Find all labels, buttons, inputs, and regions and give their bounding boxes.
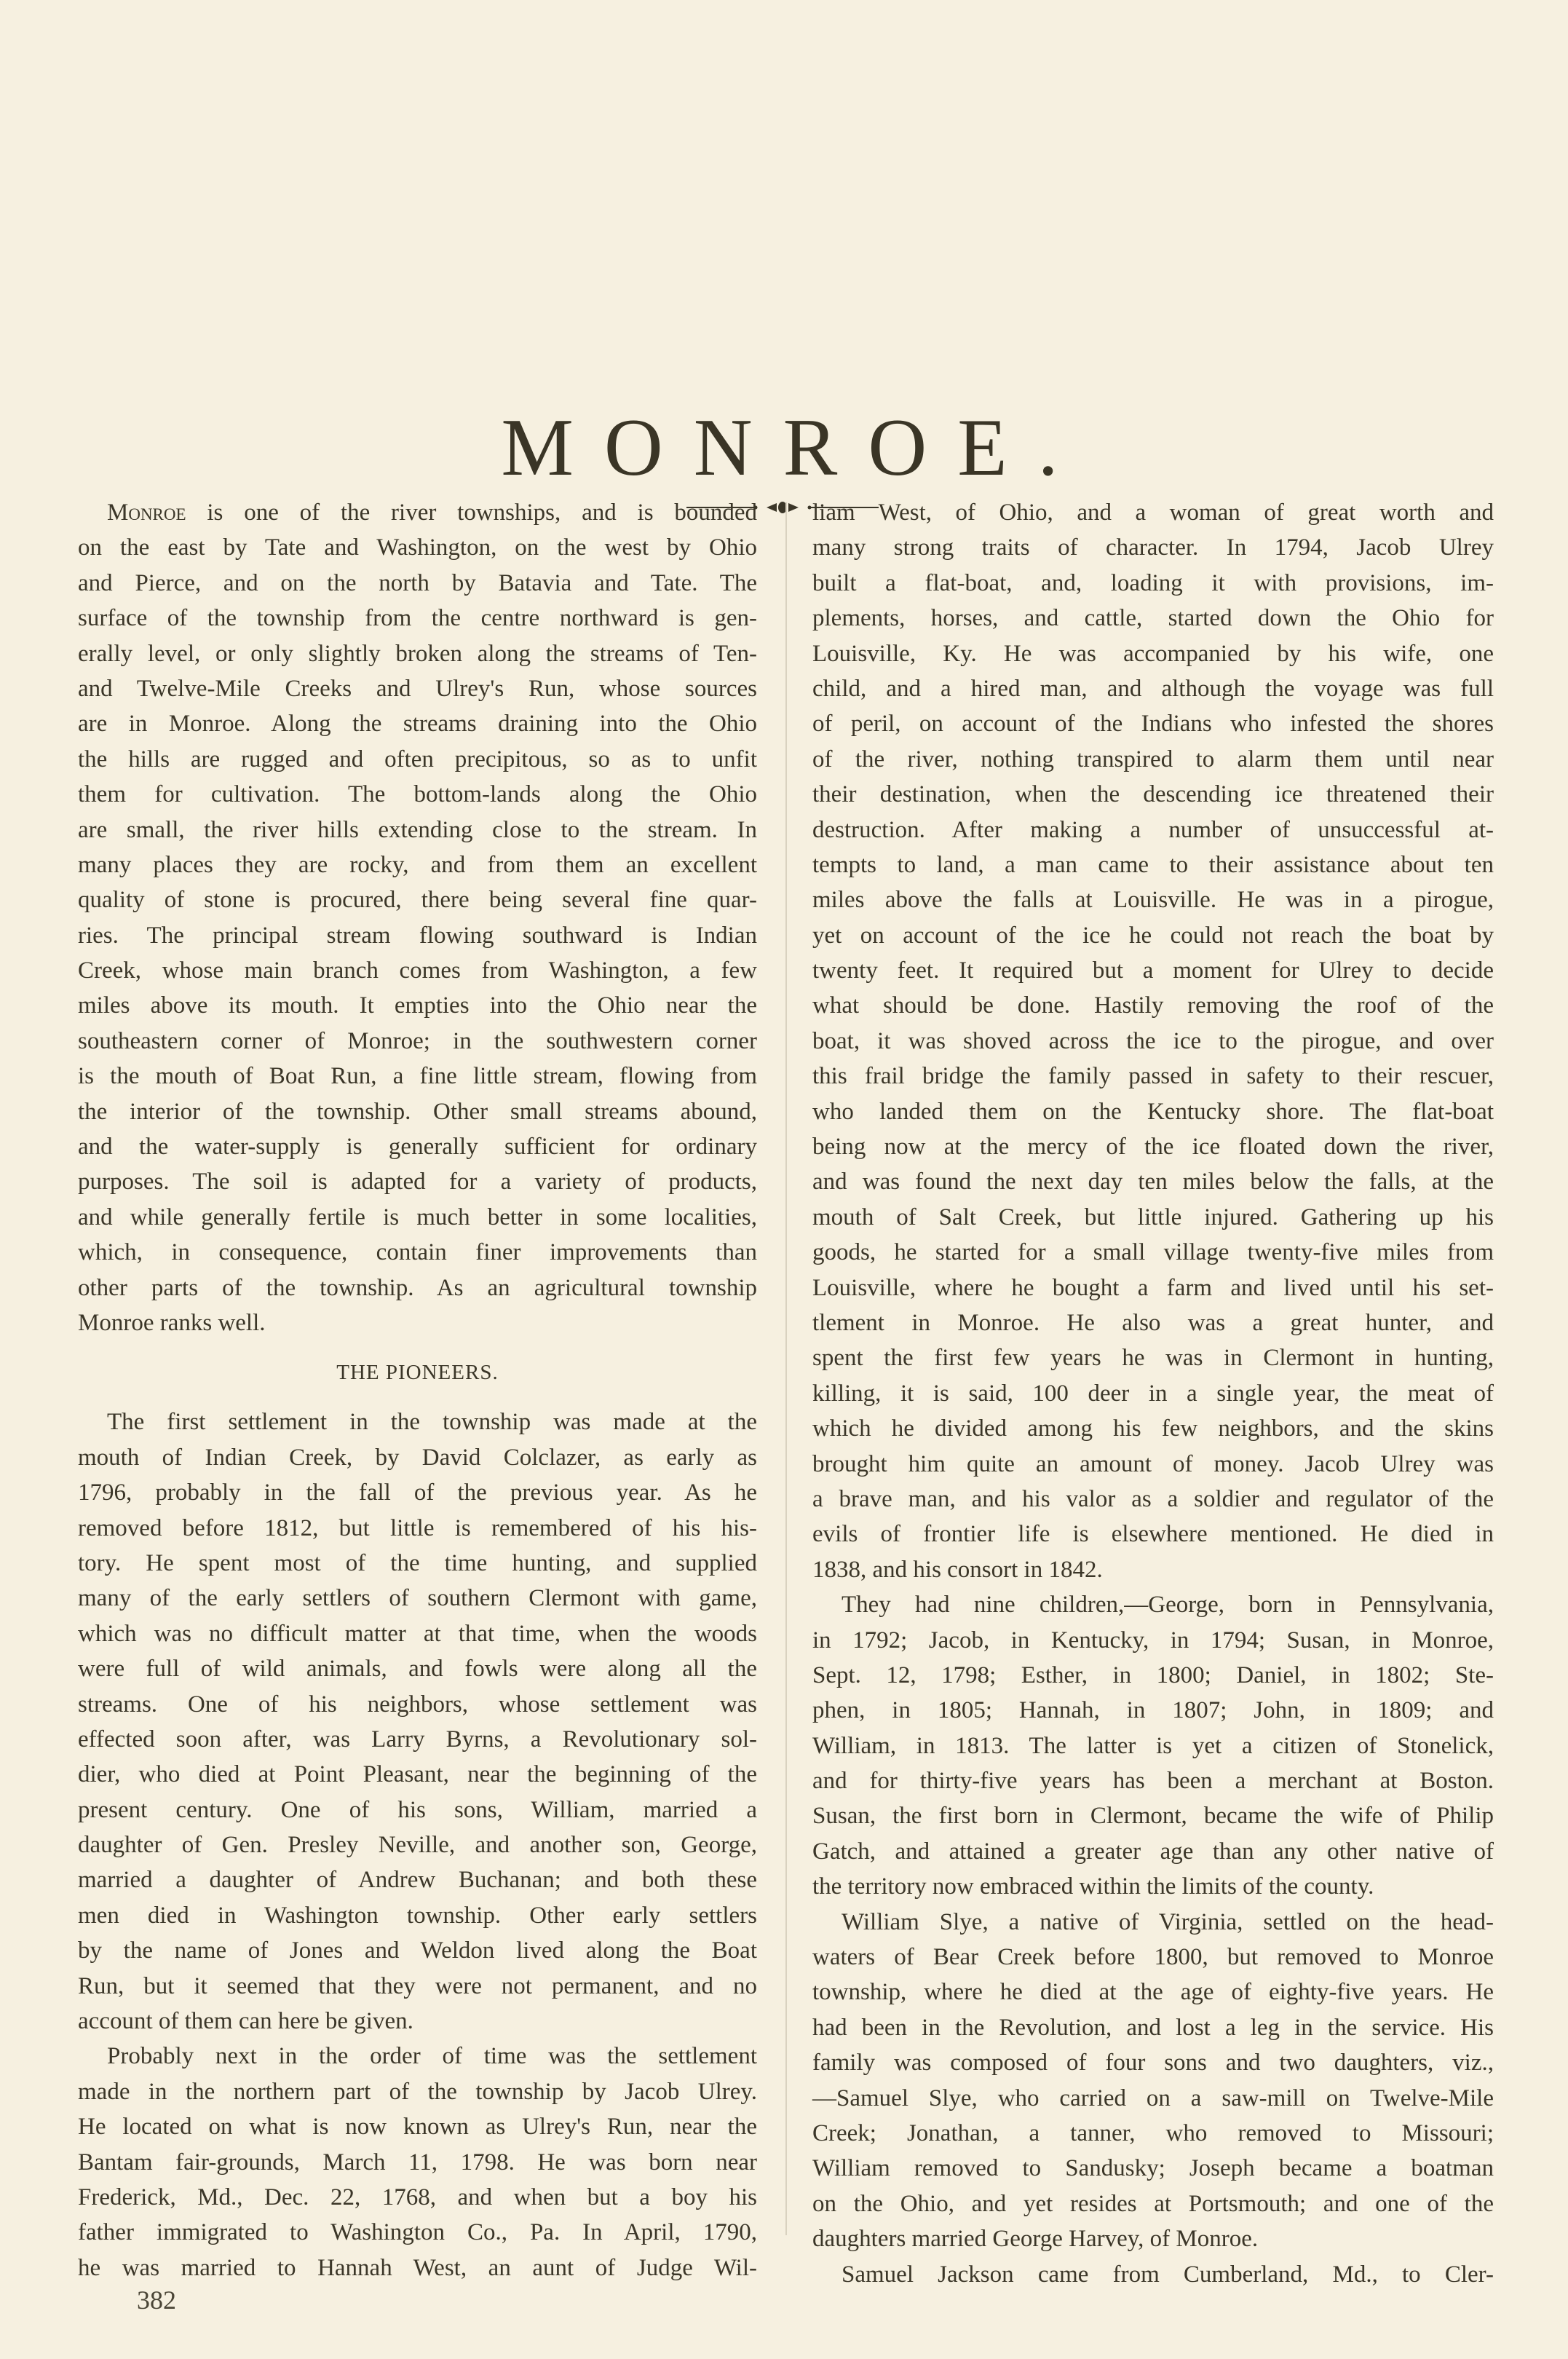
line-text: is the mouth of Boat Run, a fine little stream, flowing from: [78, 1063, 757, 1090]
line-text: are in Monroe. Along the streams draining into the Ohio: [78, 711, 757, 738]
text-line: [78, 777, 757, 812]
line-text: township, where he died at the age of eighty-five years. He: [812, 1979, 1494, 2006]
text-line: [78, 2004, 757, 2039]
text-line: [812, 601, 1494, 636]
line-text: tory. He spent most of the time hunting, and supplied: [78, 1549, 757, 1576]
line-text: many places they are rocky, and from them an excellent: [78, 851, 757, 878]
text-line: [78, 2145, 757, 2180]
line-text: this frail bridge the family passed in safety to their rescuer,: [812, 1063, 1494, 1090]
line-text: brought him quite an amount of money. Jacob Ulrey was: [812, 1450, 1494, 1477]
text-line: [812, 1728, 1494, 1763]
text-line: [812, 706, 1494, 741]
text-line: [812, 2186, 1494, 2221]
text-line: [812, 1587, 1494, 1622]
line-text: the territory now embraced within the limits of the county.: [812, 1873, 1374, 1900]
text-line: [78, 2180, 757, 2215]
paragraph: [812, 495, 1494, 1587]
column-divider: [785, 502, 787, 2235]
text-line: [812, 1552, 1494, 1587]
text-line: [78, 2039, 757, 2074]
text-line: [78, 2251, 757, 2285]
text-line: [812, 1798, 1494, 1833]
line-text: their destination, when the descending ice threatened their: [812, 781, 1494, 808]
text-line: [812, 2010, 1494, 2045]
line-text: streams. One of his neighbors, whose settlement was: [78, 1691, 757, 1718]
text-line: [812, 1340, 1494, 1375]
line-text: Samuel Jackson came from Cumberland, Md., to Cler-: [842, 2261, 1494, 2288]
line-text: Louisville, Ky. He was accompanied by his wife, one: [812, 640, 1494, 667]
text-line: [812, 1094, 1494, 1129]
text-line: [78, 1440, 757, 1475]
line-text: family was composed of four sons and two daughters, viz.,: [812, 2050, 1494, 2077]
text-line: [78, 1200, 757, 1235]
text-line: [812, 2221, 1494, 2256]
line-text: and the water-supply is generally sufficient for ordinary: [78, 1134, 757, 1161]
text-line: [78, 495, 757, 530]
text-line: [78, 2109, 757, 2144]
line-text: ries. The principal stream flowing southward is Indian: [78, 922, 757, 949]
line-text: miles above its mouth. It empties into the Ohio near the: [78, 992, 757, 1019]
line-text: father immigrated to Washington Co., Pa. In April, 1790,: [78, 2219, 757, 2246]
text-line: [812, 1869, 1494, 1904]
line-text: yet on account of the ice he could not reach the boat by: [812, 922, 1494, 949]
text-line: [812, 2045, 1494, 2080]
text-line: [78, 671, 757, 706]
text-line: [78, 847, 757, 882]
text-line: [78, 1827, 757, 1862]
line-text: daughter of Gen. Presley Neville, and another son, George,: [78, 1832, 757, 1859]
text-line: [78, 1546, 757, 1581]
text-line: [78, 530, 757, 565]
text-line: [812, 1235, 1494, 1270]
line-text: daughters married George Harvey, of Monroe.: [812, 2226, 1259, 2253]
text-line: [78, 1404, 757, 1439]
text-line: [812, 1658, 1494, 1693]
paragraph: [78, 2039, 757, 2285]
line-text: plements, horses, and cattle, started down the Ohio for: [812, 605, 1494, 632]
line-text: goods, he started for a small village twenty-five miles from: [812, 1239, 1494, 1266]
text-line: [812, 1693, 1494, 1728]
line-text: present century. One of his sons, William, married a: [78, 1796, 757, 1823]
line-text: Frederick, Md., Dec. 22, 1768, and when but a boy his: [78, 2184, 757, 2210]
line-text: made in the northern part of the township by Jacob Ulrey.: [78, 2078, 757, 2105]
text-line: [78, 1969, 757, 2004]
text-line: [812, 1482, 1494, 1517]
line-text: He located on what is now known as Ulrey's Run, near the: [78, 2114, 757, 2141]
paragraph: [78, 1404, 757, 2039]
text-line: [812, 1376, 1494, 1411]
text-line: [78, 1511, 757, 1546]
paragraph: [812, 1587, 1494, 1905]
text-line: [812, 1763, 1494, 1798]
text-line: [78, 1862, 757, 1897]
text-line: [78, 2215, 757, 2250]
text-line: [812, 1905, 1494, 1940]
text-line: [812, 1164, 1494, 1199]
text-line: [78, 882, 757, 917]
paragraph: [78, 495, 757, 1340]
text-line: [78, 1164, 757, 1199]
text-line: [78, 706, 757, 741]
line-text: Creek, whose main branch comes from Washington, a few: [78, 957, 757, 984]
text-line: [812, 988, 1494, 1023]
line-text: quality of stone is procured, there being several fine quar-: [78, 887, 757, 914]
line-text: of peril, on account of the Indians who infested the shores: [812, 711, 1494, 738]
text-line: [812, 1447, 1494, 1482]
right-column: [812, 495, 1494, 2292]
text-line: [78, 1094, 757, 1129]
line-text: killing, it is said, 100 deer in a single year, the meat of: [812, 1380, 1494, 1407]
line-text: men died in Washington township. Other early settlers: [78, 1902, 757, 1929]
line-text: 1796, probably in the fall of the previous year. As he: [78, 1479, 757, 1506]
text-line: [812, 1940, 1494, 1975]
text-line: [812, 742, 1494, 777]
text-line: [812, 1200, 1494, 1235]
page-title: MONROE.: [501, 403, 1089, 494]
text-line: [78, 953, 757, 988]
line-text: boat, it was shoved across the ice to the pirogue, and over: [812, 1027, 1494, 1054]
text-line: [812, 566, 1494, 601]
line-text: child, and a hired man, and although the voyage was full: [812, 675, 1494, 702]
text-line: [812, 847, 1494, 882]
text-line: [78, 1933, 757, 1968]
line-text: them for cultivation. The bottom-lands along the Ohio: [78, 781, 757, 808]
text-line: [812, 2116, 1494, 2151]
paragraph: [812, 2257, 1494, 2292]
text-line: [812, 530, 1494, 565]
text-line: [812, 495, 1494, 530]
line-text: They had nine children,—George, born in Pennsylvania,: [842, 1592, 1494, 1619]
line-text: is one of the river townships, and is bounded: [186, 499, 757, 526]
text-line: [78, 1722, 757, 1757]
text-line: [812, 2257, 1494, 2292]
line-text: being now at the mercy of the ice floated down the river,: [812, 1134, 1494, 1161]
line-text: Creek; Jonathan, a tanner, who removed to Missouri;: [812, 2119, 1494, 2146]
line-text: which, in consequence, contain finer improvements than: [78, 1239, 757, 1266]
text-line: [78, 1757, 757, 1792]
line-text: on the Ohio, and yet resides at Portsmouth; and one of the: [812, 2190, 1494, 2217]
line-text: dier, who died at Point Pleasant, near the beginning of the: [78, 1761, 757, 1788]
text-line: [812, 918, 1494, 953]
line-text: which he divided among his few neighbors, and the skins: [812, 1415, 1494, 1442]
text-line: [78, 1475, 757, 1510]
line-text: William Slye, a native of Virginia, settled on the head-: [842, 1908, 1494, 1935]
text-line: [78, 1616, 757, 1651]
text-line: [78, 1059, 757, 1094]
text-line: [78, 742, 757, 777]
line-text: 1838, and his consort in 1842.: [812, 1556, 1103, 1583]
paragraph: [812, 1905, 1494, 2257]
text-line: [812, 1834, 1494, 1869]
text-line: [812, 636, 1494, 671]
line-text: were full of wild animals, and fowls were along all the: [78, 1656, 757, 1683]
text-line: [78, 918, 757, 953]
section-heading: THE PIONEERS.: [336, 1361, 499, 1385]
text-line: [78, 813, 757, 847]
line-text: he was married to Hannah West, an aunt of Judge Wil-: [78, 2254, 757, 2281]
line-text: other parts of the township. As an agricultural township: [78, 1274, 757, 1301]
text-line: [812, 1623, 1494, 1658]
line-text: and was found the next day ten miles below the falls, at the: [812, 1169, 1494, 1196]
line-text: account of them can here be given.: [78, 2008, 413, 2035]
text-line: [812, 1129, 1494, 1164]
left-column: [78, 495, 757, 2285]
line-text: and Twelve-Mile Creeks and Ulrey's Run, whose sources: [78, 675, 757, 702]
line-text: mouth of Salt Creek, but little injured. Gathering up his: [812, 1204, 1494, 1230]
line-text: are small, the river hills extending close to the stream. In: [78, 816, 757, 843]
line-text: many strong traits of character. In 1794, Jacob Ulrey: [812, 534, 1494, 561]
line-text: many of the early settlers of southern Clermont with game,: [78, 1585, 757, 1612]
text-line: [78, 566, 757, 601]
text-line: [78, 1581, 757, 1616]
line-text: twenty feet. It required but a moment for Ulrey to decide: [812, 957, 1494, 984]
line-text: and Pierce, and on the north by Batavia and Tate. The: [78, 569, 757, 596]
page-number: 382: [137, 2285, 176, 2315]
line-text: liam West, of Ohio, and a woman of great worth and: [812, 499, 1494, 526]
text-line: [812, 671, 1494, 706]
text-line: [78, 1305, 757, 1340]
text-line: [812, 813, 1494, 847]
line-text: removed before 1812, but little is remembered of his his-: [78, 1514, 757, 1541]
line-text: mouth of Indian Creek, by David Colclazer, as early as: [78, 1444, 757, 1471]
line-text: Susan, the first born in Clermont, became the wife of Philip: [812, 1803, 1494, 1830]
text-line: [78, 1271, 757, 1305]
text-line: [78, 601, 757, 636]
line-text: purposes. The soil is adapted for a variety of products,: [78, 1169, 757, 1196]
line-text: tempts to land, a man came to their assistance about ten: [812, 851, 1494, 878]
text-line: [812, 1517, 1494, 1552]
line-text: destruction. After making a number of unsuccessful at-: [812, 816, 1494, 843]
line-text: spent the first few years he was in Clermont in hunting,: [812, 1345, 1494, 1372]
line-text: southeastern corner of Monroe; in the southwestern corner: [78, 1027, 757, 1054]
line-text: Sept. 12, 1798; Esther, in 1800; Daniel, in 1802; Ste-: [812, 1661, 1494, 1688]
line-text: Monroe ranks well.: [78, 1309, 266, 1336]
line-text: Bantam fair-grounds, March 11, 1798. He was born near: [78, 2149, 757, 2176]
line-text: waters of Bear Creek before 1800, but removed to Monroe: [812, 1944, 1494, 1971]
line-text: Probably next in the order of time was the settlement: [107, 2043, 757, 2070]
text-line: [78, 636, 757, 671]
text-line: [812, 1271, 1494, 1305]
line-text: William, in 1813. The latter is yet a citizen of Stonelick,: [812, 1732, 1494, 1759]
text-line: [78, 1898, 757, 1933]
text-line: [812, 2081, 1494, 2116]
lead-word: Monroe: [107, 499, 186, 526]
line-text: and for thirty-five years has been a merchant at Boston.: [812, 1768, 1494, 1795]
text-line: [78, 1793, 757, 1827]
text-line: [812, 1305, 1494, 1340]
text-line: [78, 2074, 757, 2109]
line-text: The first settlement in the township was made at the: [107, 1409, 757, 1436]
text-line: [812, 777, 1494, 812]
line-text: Run, but it seemed that they were not permanent, and no: [78, 1972, 757, 1999]
line-text: of the river, nothing transpired to alarm them until near: [812, 746, 1494, 772]
line-text: Gatch, and attained a greater age than any other native of: [812, 1838, 1494, 1865]
line-text: and while generally fertile is much better in some localities,: [78, 1204, 757, 1230]
text-line: [78, 1687, 757, 1722]
line-text: who landed them on the Kentucky shore. The flat-boat: [812, 1098, 1494, 1125]
line-text: William removed to Sandusky; Joseph became a boatman: [812, 2155, 1494, 2182]
line-text: which was no difficult matter at that time, when the woods: [78, 1620, 757, 1647]
line-text: evils of frontier life is elsewhere mentioned. He died in: [812, 1521, 1494, 1548]
line-text: married a daughter of Andrew Buchanan; and both these: [78, 1867, 757, 1894]
line-text: effected soon after, was Larry Byrns, a Revolutionary sol-: [78, 1726, 757, 1753]
line-text: a brave man, and his valor as a soldier and regulator of the: [812, 1485, 1494, 1512]
text-line: [812, 1975, 1494, 2010]
line-text: by the name of Jones and Weldon lived along the Boat: [78, 1937, 757, 1964]
line-text: built a flat-boat, and, loading it with provisions, im-: [812, 569, 1494, 596]
text-line: [78, 1129, 757, 1164]
text-line: [812, 953, 1494, 988]
line-text: phen, in 1805; Hannah, in 1807; John, in 1809; and: [812, 1697, 1494, 1724]
line-text: on the east by Tate and Washington, on the west by Ohio: [78, 534, 757, 561]
line-text: erally level, or only slightly broken along the streams of Ten-: [78, 640, 757, 667]
line-text: had been in the Revolution, and lost a leg in the service. His: [812, 2014, 1494, 2041]
line-text: —Samuel Slye, who carried on a saw-mill on Twelve-Mile: [812, 2085, 1494, 2111]
text-line: [812, 1024, 1494, 1059]
line-text: the interior of the township. Other small streams abound,: [78, 1098, 757, 1125]
line-text: Louisville, where he bought a farm and lived until his set-: [812, 1274, 1494, 1301]
text-line: [78, 1024, 757, 1059]
text-line: [78, 1235, 757, 1270]
line-text: miles above the falls at Louisville. He was in a pirogue,: [812, 887, 1494, 914]
line-text: in 1792; Jacob, in Kentucky, in 1794; Susan, in Monroe,: [812, 1627, 1494, 1653]
text-line: [812, 1411, 1494, 1446]
line-text: the hills are rugged and often precipitous, so as to unfit: [78, 746, 757, 772]
line-text: surface of the township from the centre northward is gen-: [78, 605, 757, 632]
text-line: [812, 2151, 1494, 2186]
text-line: [78, 1651, 757, 1686]
text-line: [812, 1059, 1494, 1094]
line-text: tlement in Monroe. He also was a great hunter, and: [812, 1309, 1494, 1336]
text-line: [78, 988, 757, 1023]
text-line: [812, 882, 1494, 917]
line-text: what should be done. Hastily removing the roof of the: [812, 992, 1494, 1019]
